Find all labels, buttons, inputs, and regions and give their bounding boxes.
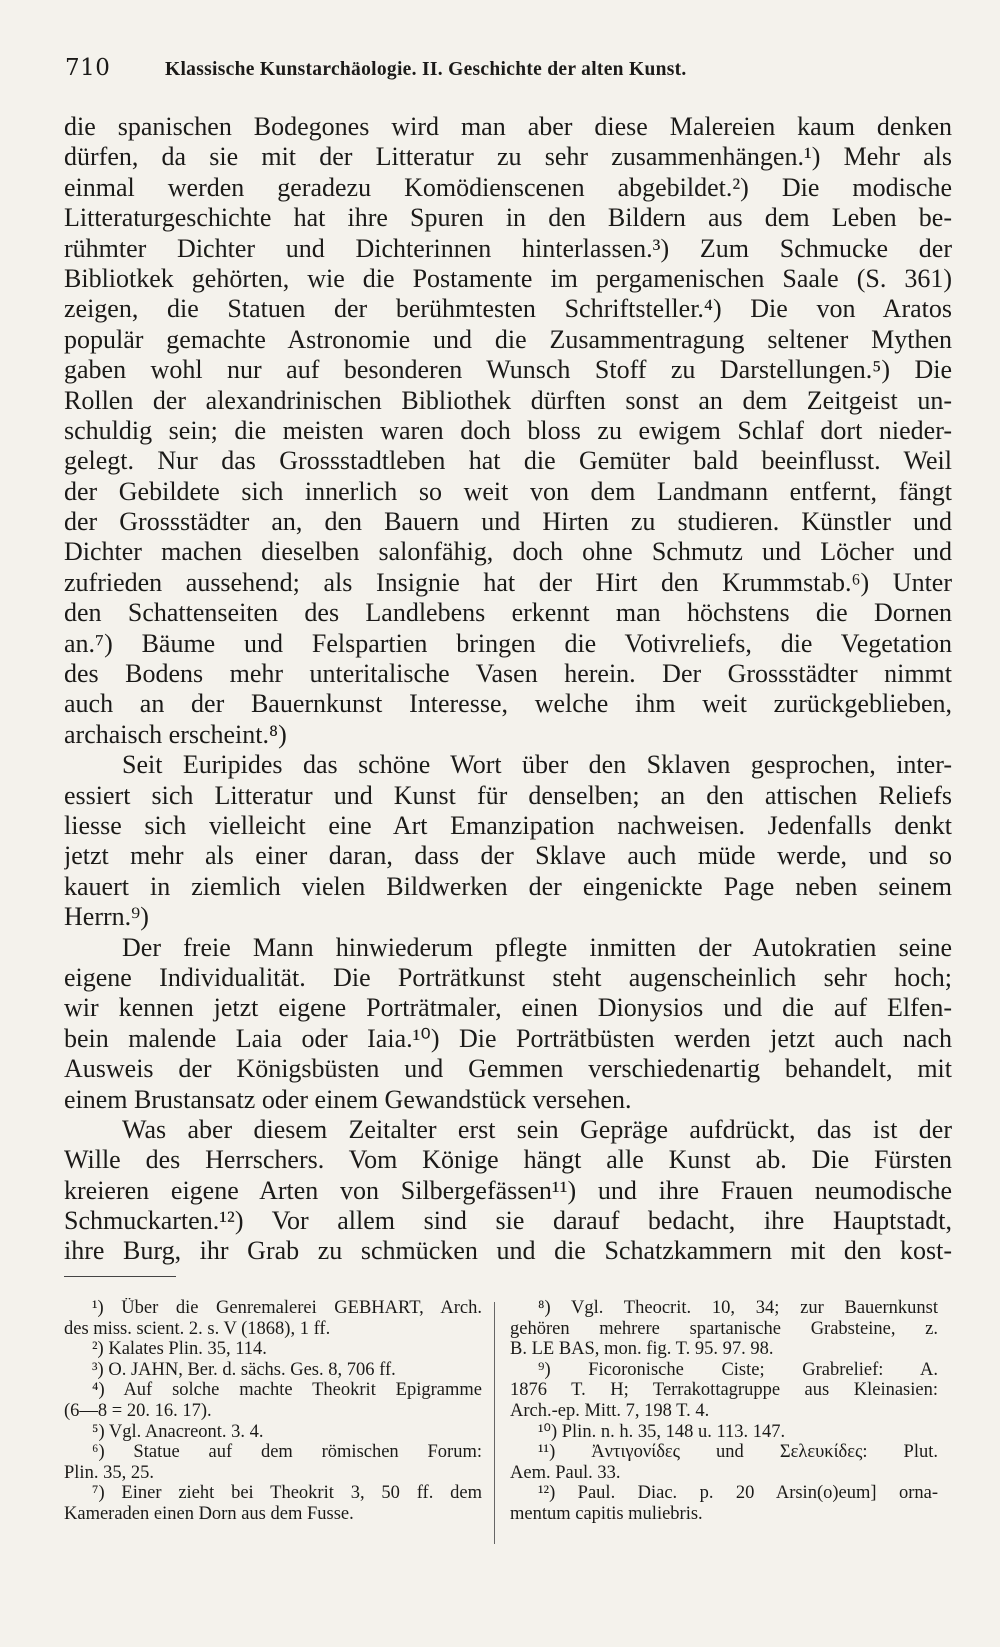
text-line: gelegt. Nur das Grossstadtleben hat die Gemüter bald beeinflusst. Weil bbox=[64, 446, 952, 476]
text-line: Rollen der alexandrinischen Bibliothek dürften sonst an dem Zeitgeist un- bbox=[64, 385, 952, 415]
text-line: zufrieden aussehend; als Insignie hat der Hirt den Krummstab.⁶) Unter bbox=[64, 567, 952, 597]
text-line: ihre Burg, ihr Grab zu schmücken und die Schatzkammern mit den kost- bbox=[64, 1236, 952, 1266]
footnote-line: 1876 T. H; Terrakottagruppe aus Kleinasien: bbox=[510, 1380, 938, 1401]
footnote-line: ⁶) Statue auf dem römischen Forum: bbox=[92, 1442, 482, 1463]
footnote-line: ¹²) Paul. Diac. p. 20 Arsin(o)eum] orna- bbox=[538, 1483, 938, 1504]
text-line: wir kennen jetzt eigene Porträtmaler, einen Dionysios und die auf Elfen- bbox=[64, 993, 952, 1023]
text-line: Seit Euripides das schöne Wort über den Sklaven gesprochen, inter- bbox=[122, 750, 952, 780]
footnote-line: Plin. 35, 25. bbox=[64, 1462, 154, 1483]
footnotes-right-column bbox=[510, 1298, 938, 1525]
footnote-column-divider bbox=[494, 1302, 495, 1544]
text-line: Litteraturgeschichte hat ihre Spuren in den Bildern aus dem Leben be- bbox=[64, 203, 952, 233]
text-line: zeigen, die Statuen der berühmtesten Schriftsteller.⁴) Die von Aratos bbox=[64, 294, 952, 324]
footnote-line: ⁵) Vgl. Anacreont. 3. 4. bbox=[92, 1421, 264, 1442]
footnote-line: ¹⁰) Plin. n. h. 35, 148 u. 113. 147. bbox=[538, 1421, 786, 1442]
text-line: Herrn.⁹) bbox=[64, 902, 149, 932]
footnote-line: (6—8 = 20. 16. 17). bbox=[64, 1400, 212, 1421]
text-line: der Gebildete sich innerlich so weit von dem Landmann entfernt, fängt bbox=[64, 476, 952, 506]
text-line: Der freie Mann hinwiederum pflegte inmitten der Autokratien seine bbox=[122, 932, 952, 962]
text-line: kreieren eigene Arten von Silbergefässen¹¹) und ihre Frauen neumodische bbox=[64, 1175, 952, 1205]
text-line: einem Brustansatz oder einem Gewandstück versehen. bbox=[64, 1084, 632, 1114]
text-line: populär gemachte Astronomie und die Zusammentragung seltener Mythen bbox=[64, 324, 952, 354]
footnote-line: ⁷) Einer zieht bei Theokrit 3, 50 ff. dem bbox=[92, 1483, 482, 1504]
footnotes-left-column bbox=[64, 1298, 482, 1525]
text-line: essiert sich Litteratur und Kunst für denselben; an den attischen Reliefs bbox=[64, 780, 952, 810]
text-line: einmal werden geradezu Komödienscenen abgebildet.²) Die modische bbox=[64, 172, 952, 202]
footnote-line: B. LE BAS, mon. fig. T. 95. 97. 98. bbox=[510, 1339, 774, 1360]
footnote-line: Aem. Paul. 33. bbox=[510, 1462, 621, 1483]
text-line: gaben wohl nur auf besonderen Wunsch Stoff zu Darstellungen.⁵) Die bbox=[64, 355, 952, 385]
text-line: archaisch erscheint.⁸) bbox=[64, 719, 287, 749]
text-line: Was aber diesem Zeitalter erst sein Gepräge aufdrückt, das ist der bbox=[122, 1114, 952, 1144]
text-line: Wille des Herrschers. Vom Könige hängt alle Kunst ab. Die Fürsten bbox=[64, 1145, 952, 1175]
text-line: rühmter Dichter und Dichterinnen hinterlassen.³) Zum Schmucke der bbox=[64, 233, 952, 263]
text-line: des Bodens mehr unteritalische Vasen herein. Der Grossstädter nimmt bbox=[64, 659, 952, 689]
text-line: eigene Individualität. Die Porträtkunst steht augenscheinlich sehr hoch; bbox=[64, 962, 952, 992]
text-line: der Grossstädter an, den Bauern und Hirten zu studieren. Künstler und bbox=[64, 507, 952, 537]
text-line: den Schattenseiten des Landlebens erkennt man höchstens die Dornen bbox=[64, 598, 952, 628]
text-line: an.⁷) Bäume und Felspartien bringen die Votivreliefs, die Vegetation bbox=[64, 628, 952, 658]
text-line: liesse sich vielleicht eine Art Emanzipation nachweisen. Jedenfalls denkt bbox=[64, 810, 952, 840]
text-line: Ausweis der Königsbüsten und Gemmen verschiedenartig behandelt, mit bbox=[64, 1054, 952, 1084]
text-line: Bibliotkek gehörten, wie die Postamente im pergamenischen Saale (S. 361) bbox=[64, 263, 952, 293]
footnote-line: ⁸) Vgl. Theocrit. 10, 34; zur Bauernkunst bbox=[538, 1298, 938, 1318]
text-line: jetzt mehr als einer daran, dass der Sklave auch müde werde, und so bbox=[64, 841, 952, 871]
page-number: 710 bbox=[65, 55, 111, 81]
footnote-line: ⁴) Auf solche machte Theokrit Epigramme bbox=[92, 1380, 482, 1401]
footnote-line: gehören mehrere spartanische Grabsteine, z. bbox=[510, 1318, 938, 1339]
text-line: dürfen, da sie mit der Litteratur zu sehr zusammenhängen.¹) Mehr als bbox=[64, 142, 952, 172]
footnote-rule bbox=[64, 1276, 176, 1277]
footnote-line: Arch.-ep. Mitt. 7, 198 T. 4. bbox=[510, 1400, 710, 1421]
footnote-line: ³) O. JAHN, Ber. d. sächs. Ges. 8, 706 ff. bbox=[92, 1359, 396, 1380]
footnote-line: mentum capitis muliebris. bbox=[510, 1503, 703, 1524]
footnote-line: ⁹) Ficoronische Ciste; Grabrelief: A. bbox=[538, 1359, 938, 1380]
text-line: Dichter machen dieselben salonfähig, doch ohne Schmutz und Löcher und bbox=[64, 537, 952, 567]
text-line: die spanischen Bodegones wird man aber diese Malereien kaum denken bbox=[64, 112, 952, 141]
footnote-line: Kameraden einen Dorn aus dem Fusse. bbox=[64, 1503, 354, 1524]
running-head: Klassische Kunstarchäologie. II. Geschichte der alten Kunst. bbox=[165, 59, 687, 80]
text-line: auch an der Bauernkunst Interesse, welche ihm weit zurückgeblieben, bbox=[64, 689, 952, 719]
text-line: schuldig sein; die meisten waren doch bloss zu ewigem Schlaf dort nieder- bbox=[64, 415, 952, 445]
footnote-line: ¹) Über die Genremalerei GEBHART, Arch. bbox=[92, 1298, 482, 1318]
footnote-line: des miss. scient. 2. s. V (1868), 1 ff. bbox=[64, 1318, 331, 1339]
page-header bbox=[65, 55, 935, 95]
body-text bbox=[64, 112, 952, 1267]
footnote-line: ²) Kalates Plin. 35, 114. bbox=[92, 1339, 267, 1360]
text-line: bein malende Laia oder Iaia.¹⁰) Die Porträtbüsten werden jetzt auch nach bbox=[64, 1023, 952, 1053]
footnote-line: ¹¹) Ἀντιγονίδες und Σελευκίδες: Plut. bbox=[538, 1442, 938, 1463]
text-line: kauert in ziemlich vielen Bildwerken der eingenickte Page neben seinem bbox=[64, 871, 952, 901]
text-line: Schmuckarten.¹²) Vor allem sind sie darauf bedacht, ihre Hauptstadt, bbox=[64, 1206, 952, 1236]
